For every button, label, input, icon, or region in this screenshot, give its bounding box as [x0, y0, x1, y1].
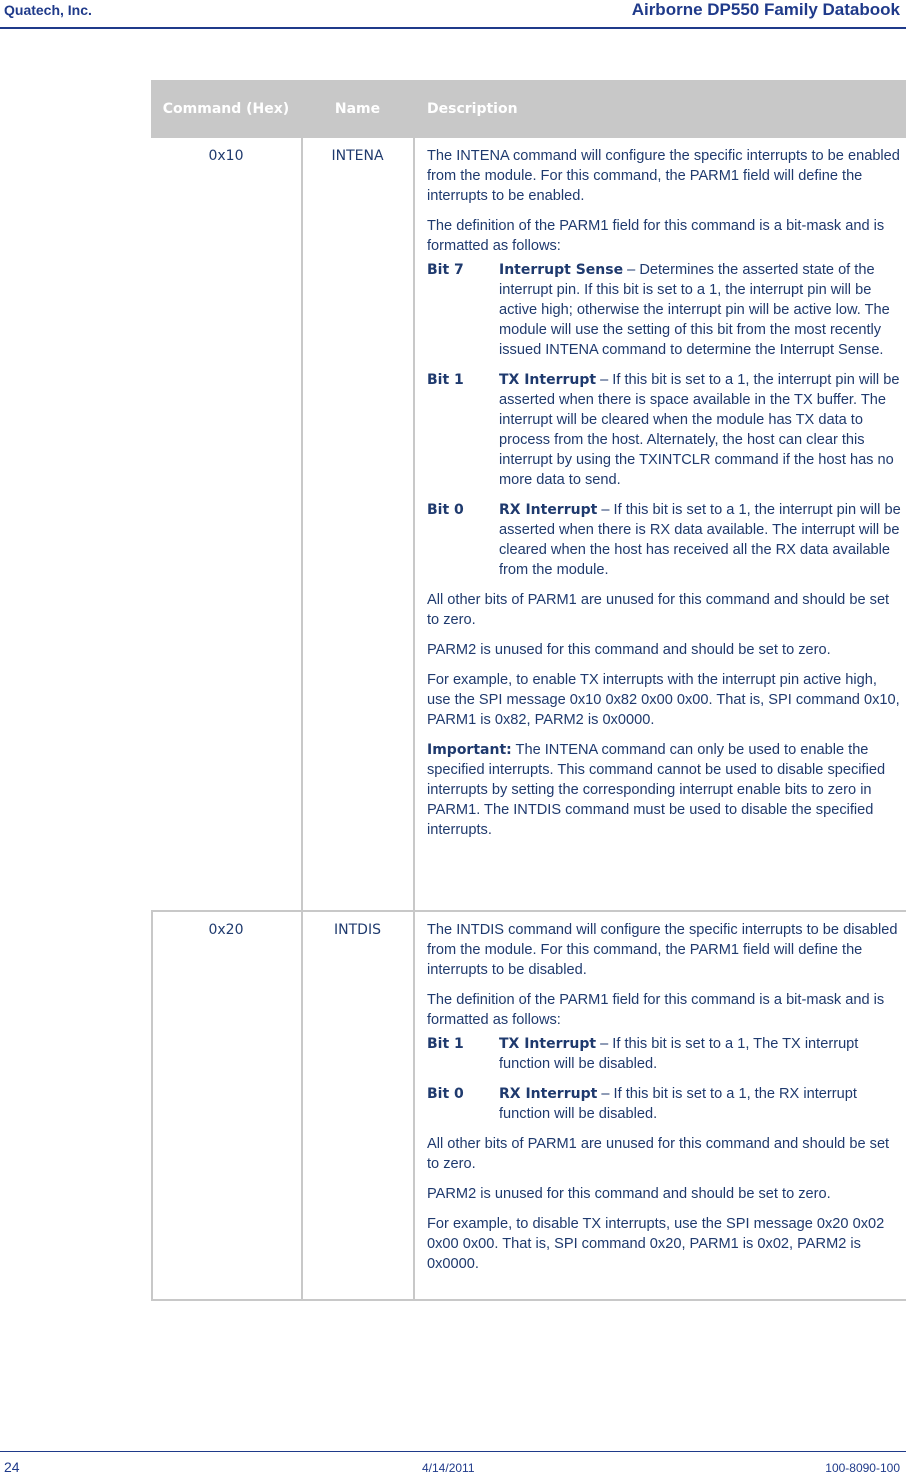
bit-description [499, 370, 902, 490]
bit-label: Bit 1 [427, 1036, 464, 1052]
bit-description [499, 1084, 902, 1124]
bit-description [499, 1034, 902, 1074]
command-table [151, 80, 906, 1301]
important-label: Important: [427, 742, 512, 758]
bit-title: Interrupt Sense [499, 262, 624, 278]
parm2-note: PARM2 is unused for this command and should be set to zero. [427, 642, 831, 658]
column-divider [413, 912, 415, 1299]
parm2-note: PARM2 is unused for this command and should be set to zero. [427, 1186, 831, 1202]
bit-0-entry [427, 1084, 902, 1124]
column-divider [151, 912, 153, 1299]
example-note: For example, to enable TX interrupts with the interrupt pin active high, use the SPI message 0x10 0x82 0x00 0x00. That is, SPI command 0x10, PARM1 is 0x82, PARM2 is 0x0000. [427, 672, 900, 728]
bit-label: Bit 0 [427, 502, 464, 518]
bit-description [499, 260, 902, 360]
header-title: Airborne DP550 Family Databook [631, 0, 900, 19]
bit-title: RX Interrupt [499, 1086, 598, 1102]
bit-title: TX Interrupt [499, 1036, 597, 1052]
column-divider [301, 138, 303, 910]
command-description [427, 138, 902, 860]
command-name: INTENA [331, 148, 384, 164]
bit-text: – Determines the asserted state of the interrupt pin. If this bit is set to a 1, the interrupt pin will be active high; otherwise the interrupt pin will be active low. The module will use the setting of this bit from the most recently issued INTENA command to determine the Interrupt Sense. [499, 262, 890, 358]
bit-text: – If this bit is set to a 1, the interrupt pin will be asserted when there is space available in the TX buffer. The interrupt will be cleared when the module has TX data to process from the host. Alternately, the host can clear this interrupt by using the TXINTCLR command if the host has no more data to send. [499, 372, 900, 488]
bit-7-entry [427, 260, 902, 360]
command-code: 0x20 [208, 922, 244, 938]
important-text: The INTENA command can only be used to enable the specified interrupts. This command cannot be used to disable specified interrupts by setting the corresponding interrupt enable bits to zero in PARM1. The INTDIS command must be used to disable the specified interrupts. [427, 742, 886, 838]
footer-doc-number: 100-8090-100 [825, 1461, 900, 1475]
command-code: 0x10 [208, 148, 244, 164]
bit-title: RX Interrupt [499, 502, 598, 518]
command-description [427, 912, 902, 1294]
bit-text: – If this bit is set to a 1, The TX interrupt function will be disabled. [499, 1036, 859, 1072]
description-definition: The definition of the PARM1 field for this command is a bit-mask and is formatted as follows: [427, 218, 885, 254]
bit-label: Bit 1 [427, 372, 464, 388]
footer-page-number: 24 [4, 1459, 20, 1475]
table-row-intena [151, 138, 906, 912]
footer-date: 4/14/2011 [422, 1461, 475, 1475]
header-company: Quatech, Inc. [4, 2, 92, 18]
column-divider [301, 912, 303, 1299]
footer-rule [0, 1451, 906, 1452]
description-intro: The INTDIS command will configure the specific interrupts to be disabled from the module. For this command, the PARM1 field will define the interrupts to be disabled. [427, 922, 898, 978]
column-divider [413, 138, 415, 910]
header-rule [0, 27, 906, 29]
other-bits-note: All other bits of PARM1 are unused for this command and should be set to zero. [427, 592, 890, 628]
other-bits-note: All other bits of PARM1 are unused for this command and should be set to zero. [427, 1136, 890, 1172]
table-row-intdis [151, 912, 906, 1301]
bit-text: – If this bit is set to a 1, the interrupt pin will be asserted when there is RX data available. The interrupt will be cleared when the host has received all the RX data available from the module. [499, 502, 901, 578]
bit-0-entry [427, 500, 902, 580]
important-note [427, 740, 902, 840]
description-definition: The definition of the PARM1 field for this command is a bit-mask and is formatted as follows: [427, 992, 885, 1028]
description-intro: The INTENA command will configure the specific interrupts to be enabled from the module. For this command, the PARM1 field will define the interrupts to be enabled. [427, 148, 900, 204]
column-header-description: Description [427, 100, 518, 117]
column-header-name: Name [334, 100, 381, 117]
bit-label: Bit 7 [427, 262, 464, 278]
bit-description [499, 500, 902, 580]
table-header [151, 80, 906, 138]
bit-1-entry [427, 370, 902, 490]
example-note: For example, to disable TX interrupts, use the SPI message 0x20 0x02 0x00 0x00. That is, SPI command 0x20, PARM1 is 0x02, PARM2 is 0x0000. [427, 1216, 885, 1272]
bit-label: Bit 0 [427, 1086, 464, 1102]
bit-title: TX Interrupt [499, 372, 597, 388]
bit-text: – If this bit is set to a 1, the RX interrupt function will be disabled. [499, 1086, 857, 1122]
column-header-command: Command (Hex) [162, 100, 290, 117]
bit-1-entry [427, 1034, 902, 1074]
command-name: INTDIS [334, 922, 381, 938]
